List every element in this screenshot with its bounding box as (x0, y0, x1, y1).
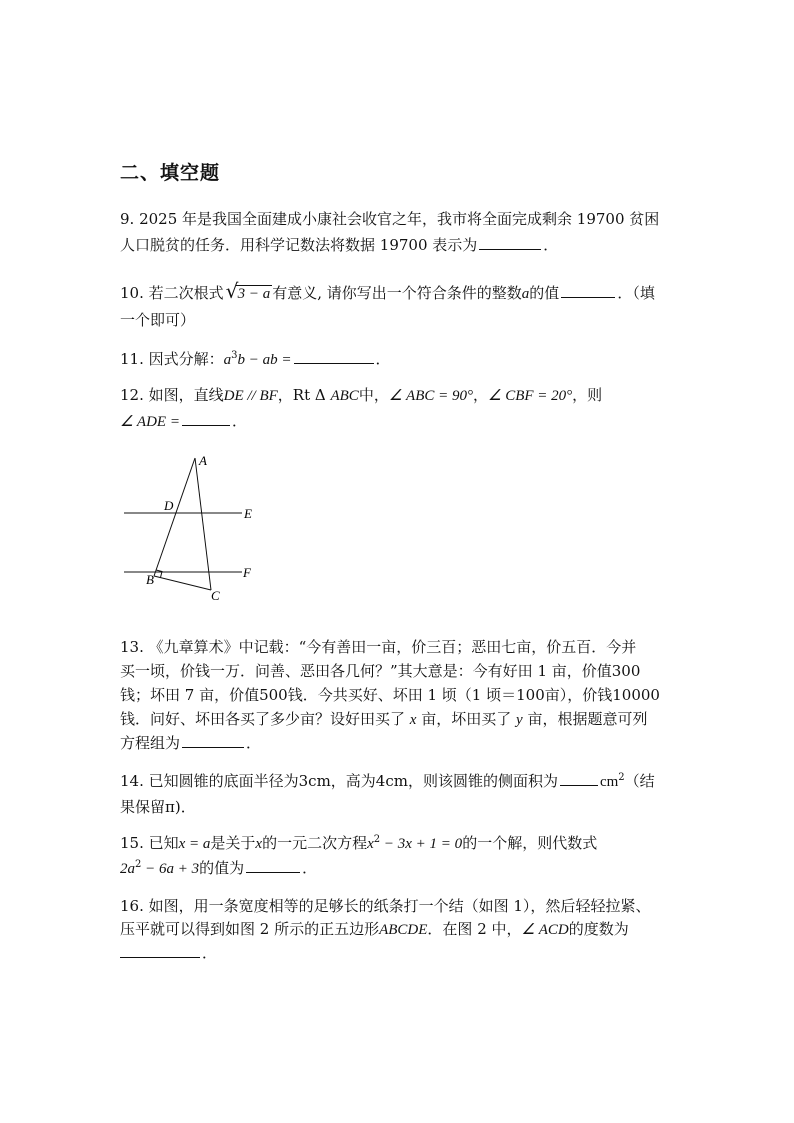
q12-parallel-lines: DE // BF (223, 388, 278, 404)
q15-expr-a: 2a (120, 861, 135, 877)
q14-line2: 果保留π)． (120, 798, 196, 816)
section-title: 二、填空题 (120, 162, 221, 184)
q16-text-mid: ．在图 2 中， (427, 920, 522, 938)
q12-triangle: ABC (330, 388, 359, 404)
q15-eq1: x = a (178, 836, 211, 852)
q10-text-post: ．（填 (617, 284, 655, 302)
q13-text-post: 亩，根据题意可列 (522, 710, 648, 728)
label-d: D (164, 498, 174, 513)
geometry-figure (118, 448, 268, 608)
q13-line1: 13. 《九章算术》中记载：“今有善田一亩，价三百；恶田七亩，价五百．今并 (120, 638, 637, 656)
q11-line (120, 349, 391, 370)
radicand: 3 − a (237, 286, 271, 302)
q13-text-mid: 亩，坏田买了 (416, 710, 516, 728)
q12-text: 12. 如图，直线 (120, 386, 224, 404)
q16-pentagon: ABCDE (379, 922, 428, 938)
q14-line1 (120, 771, 655, 792)
q15-text-post: 的一个解，则代数式 (462, 834, 598, 852)
q13-var-x: x (409, 712, 417, 728)
label-b: B (146, 572, 154, 587)
label-e: E (244, 506, 252, 521)
q16-line2 (120, 919, 629, 940)
q9-line2 (120, 235, 558, 255)
segment-ac (195, 458, 211, 590)
q14-unit-exp: 2 (618, 772, 625, 783)
q12-angle-abc: ∠ ABC = 90° (388, 388, 473, 404)
q11-period: ． (375, 350, 391, 368)
q9-period: ． (543, 236, 559, 254)
q11-expr-rest: b − ab = (237, 352, 292, 368)
q16-period: ． (202, 944, 218, 962)
q13-period: ． (246, 734, 262, 752)
q11-text: 11. 因式分解： (120, 350, 224, 368)
q12-period: ． (231, 412, 247, 430)
q10-text-mid2: 的值 (529, 284, 560, 302)
q12-rt: ，Rt Δ (277, 386, 331, 404)
q10-answer-blank[interactable] (561, 283, 615, 298)
q12-text-post: ，则 (572, 386, 603, 404)
q10-text-mid: 有意义, 请你写出一个符合条件的整数 (272, 284, 522, 302)
q10-text: 10. 若二次根式 (120, 284, 224, 302)
q12-answer-blank[interactable] (182, 411, 230, 426)
q11-expr-a: a (223, 352, 232, 368)
q15-eq2-a: x (367, 836, 374, 852)
q13-var-y: y (516, 712, 523, 728)
segment-ab (154, 458, 195, 576)
q9-answer-blank[interactable] (479, 235, 541, 250)
segment-bc (154, 576, 211, 590)
q14-text-post: （结 (624, 772, 655, 790)
q16-angle-acd: ∠ ACD (521, 922, 569, 938)
q13-text-5: 方程组为 (120, 734, 181, 752)
q15-var-x: x (255, 836, 263, 852)
q9-text: 人口脱贫的任务．用科学记数法将数据 19700 表示为 (120, 236, 478, 254)
q14-text: 14. 已知圆锥的底面半径为3cm，高为4cm，则该圆锥的侧面积为 (120, 772, 558, 790)
q15-text-line2: 的值为 (199, 859, 245, 877)
q13-text: 钱．问好、坏田各买了多少亩？设好田买了 (120, 710, 410, 728)
label-f: F (243, 565, 251, 580)
q13-line4 (120, 709, 647, 730)
q13-line5 (120, 733, 261, 753)
q15-period: ． (302, 859, 318, 877)
q11-answer-blank[interactable] (294, 349, 374, 364)
sqrt-sign-icon: √ (225, 279, 239, 303)
q15-text-mid2: 的一元二次方程 (262, 834, 368, 852)
q12-line1 (120, 385, 602, 406)
q15-line1 (120, 833, 597, 854)
sqrt-expression (225, 279, 273, 303)
q12-angle-cbf: ∠ CBF = 20° (488, 388, 573, 404)
q15-line2 (120, 858, 317, 879)
q16-line3 (120, 943, 217, 963)
q16-line1: 16. 如图，用一条宽度相等的足够长的纸条打一个结（如图 1），然后轻轻拉紧、 (120, 897, 651, 915)
q13-line3: 钱；坏田 7 亩，价值500钱．今共买好、坏田 1 顷（1 顷＝100亩），价钱10000 (120, 686, 660, 704)
q15-answer-blank[interactable] (246, 858, 300, 873)
q9-line1: 9. 2025 年是我国全面建成小康社会收官之年，我市将全面完成剩余 19700 贫困 (120, 210, 660, 228)
q15-eq2-exp: 2 (373, 834, 381, 845)
q13-answer-blank[interactable] (182, 733, 244, 748)
q12-angle-ade: ∠ ADE = (120, 414, 180, 430)
q14-unit: cm (599, 774, 619, 790)
q15-eq2-b: − 3x + 1 = 0 (380, 836, 463, 852)
q15-expr-b: − 6a + 3 (141, 861, 200, 877)
q12-sep: ， (473, 386, 489, 404)
q15-text: 15. 已知 (120, 834, 179, 852)
q10-line1 (120, 279, 655, 304)
q12-line2 (120, 411, 247, 432)
q16-text-post: 的度数为 (568, 920, 629, 938)
q10-var: a (521, 286, 530, 302)
label-c: C (211, 588, 220, 603)
q15-text-mid: 是关于 (210, 834, 256, 852)
label-a: A (199, 453, 207, 468)
q16-answer-blank[interactable] (120, 943, 200, 958)
q14-answer-blank[interactable] (560, 771, 598, 786)
q16-text: 压平就可以得到如图 2 所示的正五边形 (120, 920, 380, 938)
q11-exponent: 3 (231, 350, 238, 361)
q13-line2: 买一顷，价钱一万．问善、恶田各几何？”其大意是：今有好田 1 亩，价值300 (120, 662, 641, 680)
q15-expr-exp: 2 (135, 859, 142, 870)
q10-line2: 一个即可） (120, 311, 196, 329)
q12-text-mid: 中， (358, 386, 389, 404)
